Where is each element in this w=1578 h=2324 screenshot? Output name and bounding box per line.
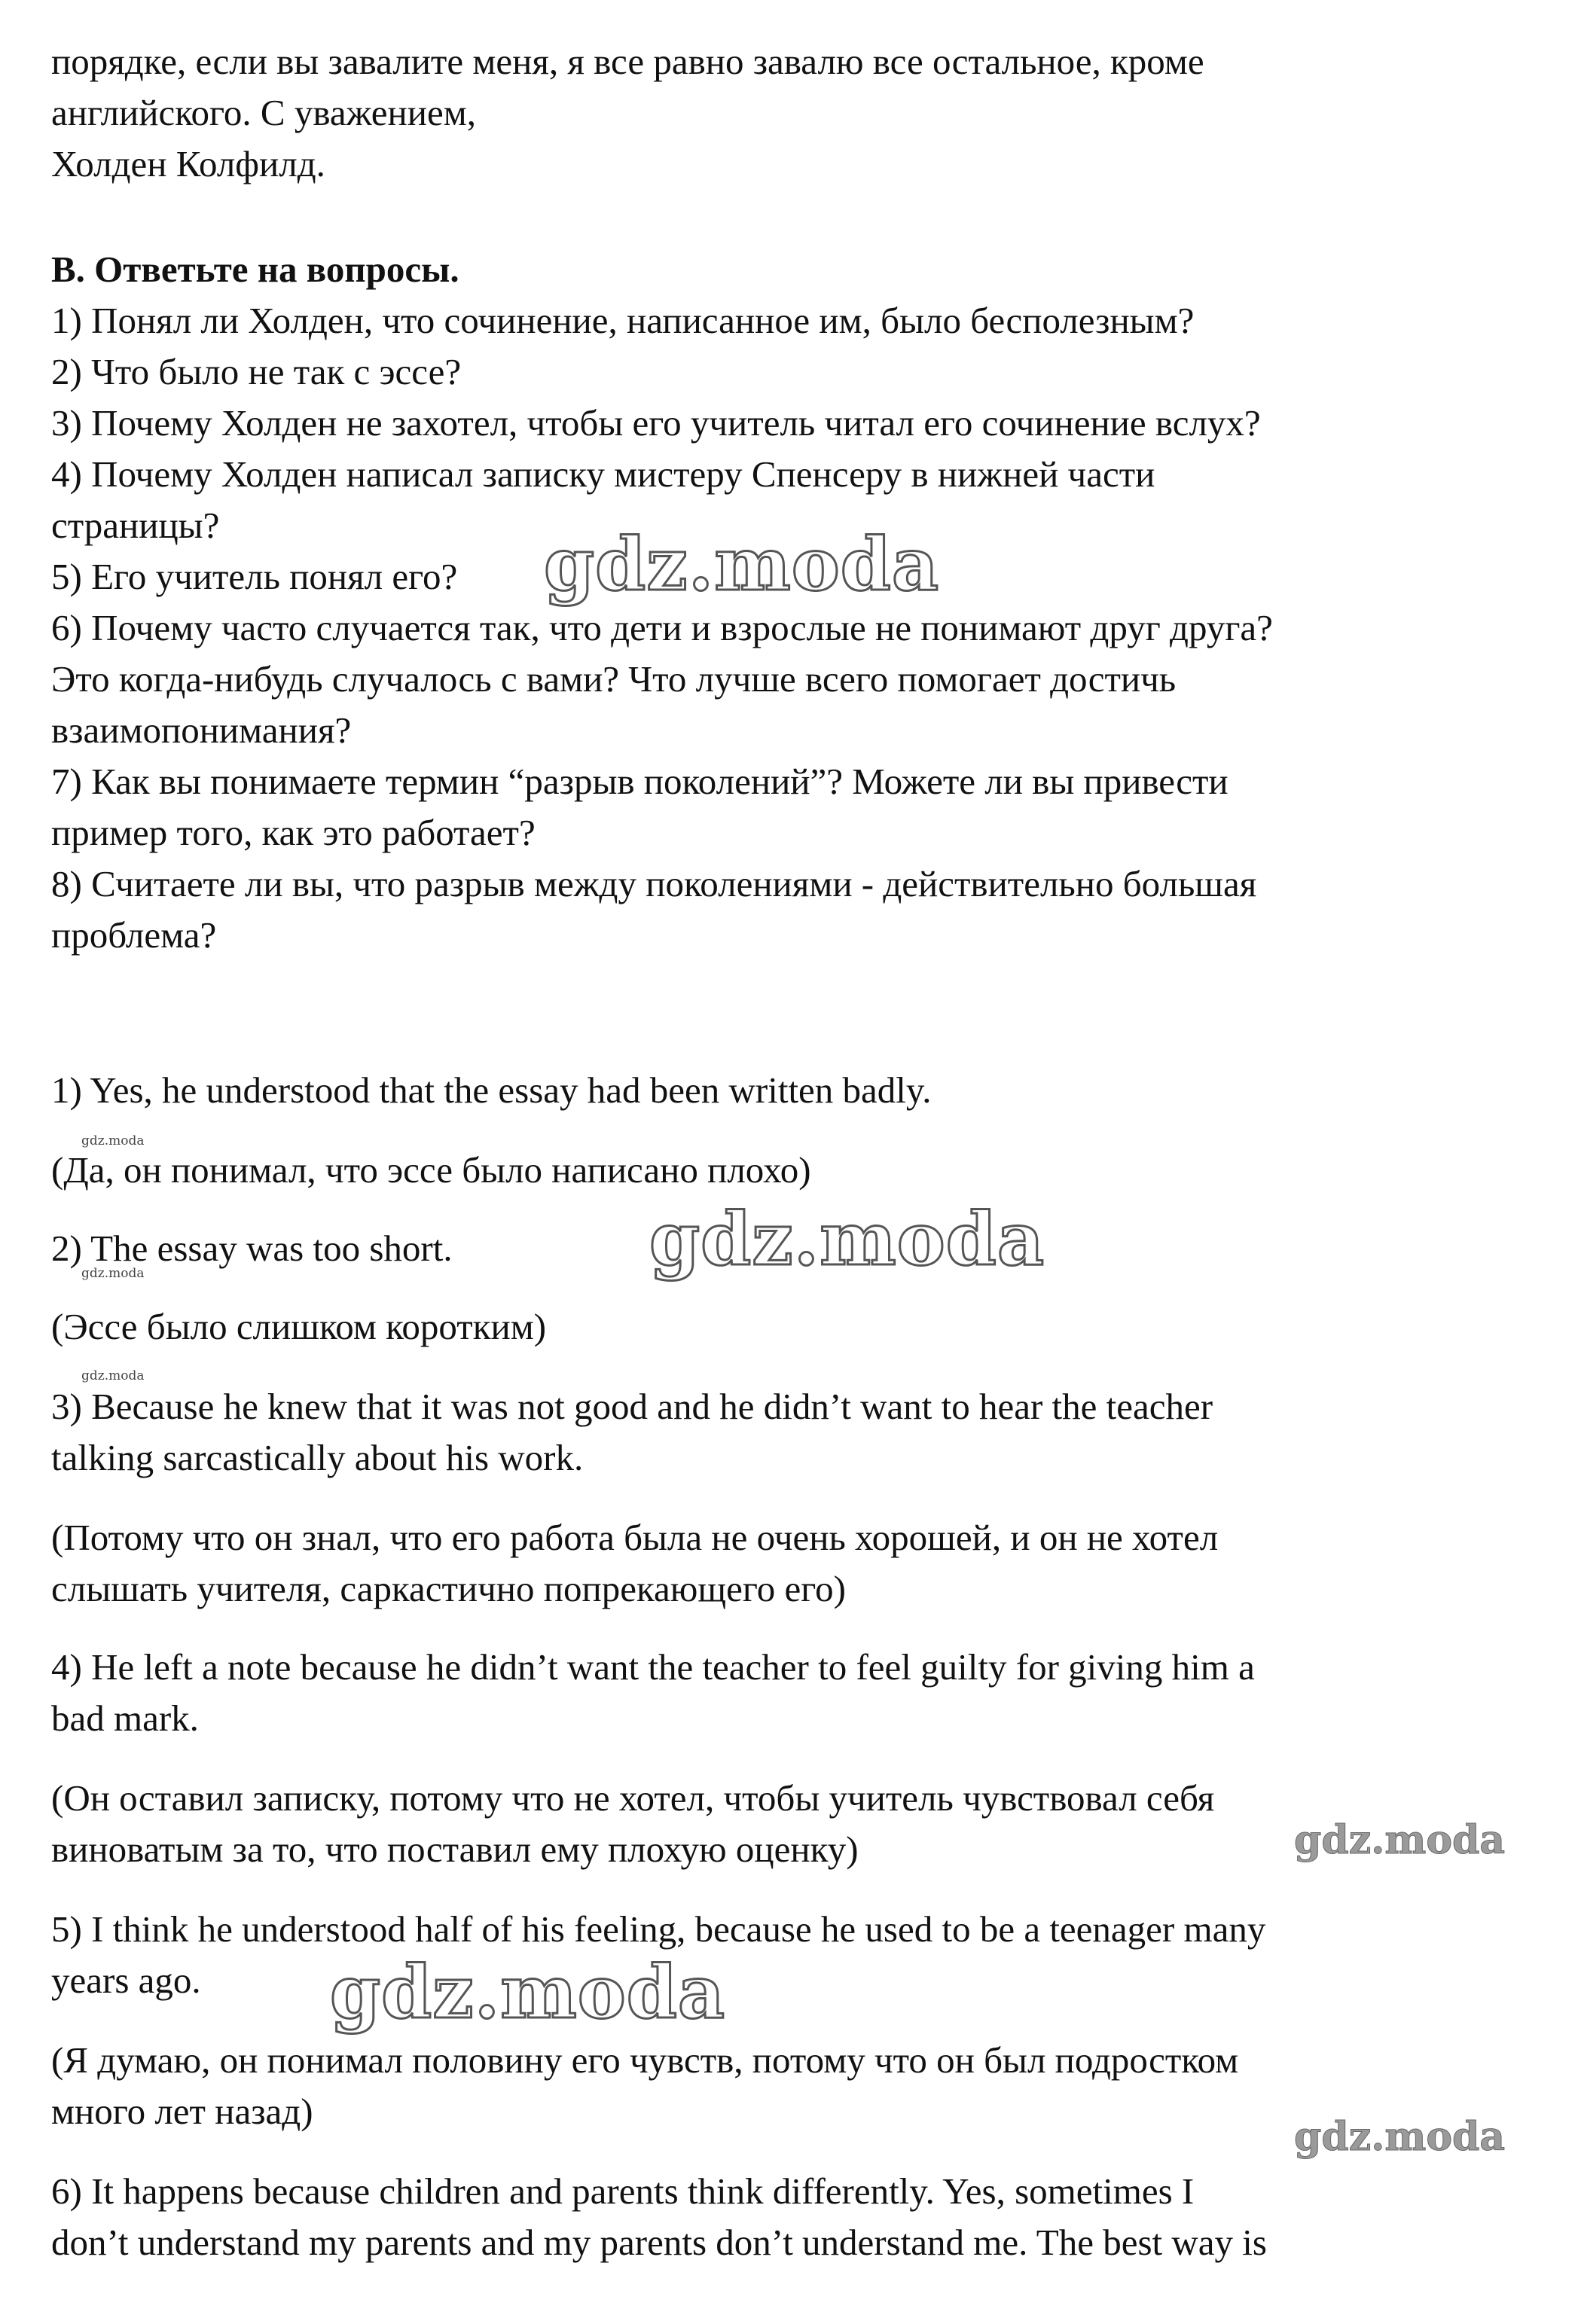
intro-line-2: английского. С уважением, (51, 92, 477, 133)
answer-line: (Потому что он знал, что его работа была не очень хорошей, и он не хотел (51, 1517, 1219, 1558)
question-line: пример того, как это работает? (51, 812, 536, 853)
question-line: 7) Как вы понимаете термин “разрыв поколений”? Можете ли вы привести (51, 761, 1229, 802)
question-line: страницы? (51, 505, 220, 546)
answer-line: 2) The essay was too short. (51, 1228, 453, 1269)
question-line: 4) Почему Холден написал записку мистеру Спенсеру в нижней части (51, 453, 1155, 495)
question-line: 8) Считаете ли вы, что разрыв между поколениями - действительно большая (51, 863, 1257, 904)
watermark-small: gdz.moda (81, 1266, 145, 1281)
answer-line: 1) Yes, he understood that the essay had been written badly. (51, 1069, 932, 1111)
question-line: взаимопонимания? (51, 709, 352, 751)
answer-line: 4) He left a note because he didn’t want the teacher to feel guilty for giving him a (51, 1646, 1255, 1688)
answer-line: (Эссе было слишком коротким) (51, 1306, 547, 1347)
intro-line-1: порядке, если вы завалите меня, я все равно завалю все остальное, кроме (51, 41, 1204, 82)
answer-line: слышать учителя, саркастично попрекающего его) (51, 1568, 846, 1609)
answer-line: years ago. (51, 1960, 201, 2001)
question-line: 5) Его учитель понял его? (51, 556, 458, 597)
watermark-medium: gdz.moda (1294, 1817, 1506, 1863)
answer-line: bad mark. (51, 1697, 199, 1739)
answer-line: don’t understand my parents and my parents don’t understand me. The best way is (51, 2222, 1267, 2263)
question-line: 2) Что было не так с эссе? (51, 351, 462, 392)
question-line: Это когда-нибудь случалось с вами? Что лучше всего помогает достичь (51, 658, 1177, 700)
answer-line: (Я думаю, он понимал половину его чувств, потому что он был подростком (51, 2039, 1239, 2081)
answer-line: (Да, он понимал, что эссе было написано плохо) (51, 1149, 811, 1191)
watermark-medium: gdz.moda (1294, 2114, 1506, 2160)
watermark-small: gdz.moda (81, 1368, 145, 1383)
answer-line: 5) I think he understood half of his feeling, because he used to be a teenager many (51, 1908, 1266, 1950)
question-line: 3) Почему Холден не захотел, чтобы его учитель читал его сочинение вслух? (51, 402, 1261, 444)
watermark-large: gdz.moda (330, 1950, 726, 2035)
watermark-large: gdz.moda (544, 522, 940, 607)
question-line: 1) Понял ли Холден, что сочинение, написанное им, было бесполезным? (51, 300, 1195, 341)
answer-line: много лет назад) (51, 2091, 313, 2132)
question-line: проблема? (51, 914, 217, 956)
watermark-small: gdz.moda (81, 1133, 145, 1148)
intro-line-3: Холден Колфилд. (51, 143, 325, 185)
answer-line: (Он оставил записку, потому что не хотел, чтобы учитель чувствовал себя (51, 1777, 1215, 1819)
answer-line: виноватым за то, что поставил ему плохую оценку) (51, 1828, 859, 1870)
section-b-heading: B. Ответьте на вопросы. (51, 249, 459, 290)
answer-line: 3) Because he knew that it was not good and he didn’t want to hear the teacher (51, 1386, 1213, 1427)
question-line: 6) Почему часто случается так, что дети и взрослые не понимают друг друга? (51, 607, 1273, 648)
answer-line: talking sarcastically about his work. (51, 1437, 584, 1478)
answer-line: 6) It happens because children and parents think differently. Yes, sometimes I (51, 2170, 1195, 2212)
watermark-large: gdz.moda (649, 1197, 1045, 1282)
